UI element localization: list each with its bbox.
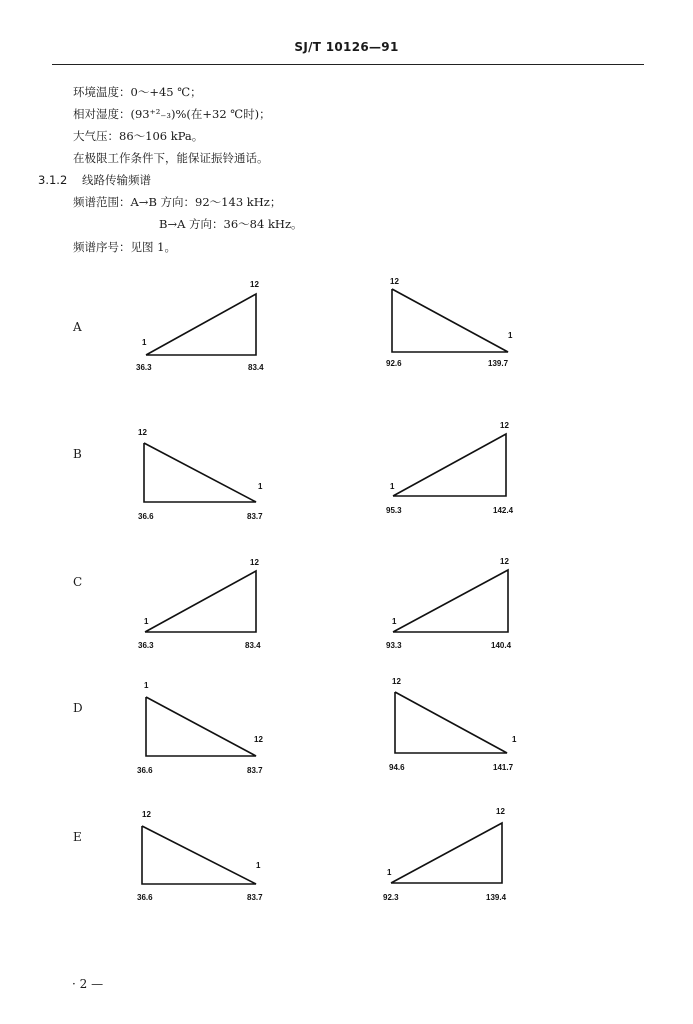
running-header: SJ/T 10126—91 <box>294 40 399 54</box>
relative-humidity-line: 相对湿度：(93⁺²₋₃)%(在+32 ℃时)； <box>73 107 271 121</box>
row-label-c: C <box>73 575 83 589</box>
triangle-e-left <box>142 826 256 884</box>
row-label-e: E <box>73 830 82 844</box>
spectrum-range-line-2: B→A 方向：36～84 kHz。 <box>159 217 303 231</box>
a-right-low: 12 <box>390 277 399 286</box>
spectrum-range-line: 频谱范围：A→B 方向：92～143 kHz； <box>73 195 282 209</box>
d-left-x-end: 83.7 <box>247 766 263 775</box>
c-right-x-end: 140.4 <box>491 641 512 650</box>
c-right-high: 12 <box>500 557 509 566</box>
e-right-x-start: 92.3 <box>383 893 399 902</box>
triangle-c-right <box>393 570 508 632</box>
a-left-high: 12 <box>250 280 259 289</box>
b-left-x-end: 83.7 <box>247 512 263 521</box>
a-right-x-start: 92.6 <box>386 359 402 368</box>
triangle-d-right <box>395 692 507 753</box>
page-number: · 2 — <box>72 977 104 991</box>
triangle-c-left <box>145 571 256 632</box>
e-right-high: 12 <box>496 807 505 816</box>
env-temperature-line: 环境温度：0～+45 ℃； <box>73 85 202 99</box>
row-label-a: A <box>73 320 82 334</box>
triangle-b-right <box>393 434 506 496</box>
spectrum-order-line: 频谱序号：见图 1。 <box>73 240 176 254</box>
b-right-low: 1 <box>390 482 395 491</box>
e-left-high: 1 <box>256 861 261 870</box>
b-right-x-end: 142.4 <box>493 506 514 515</box>
c-right-x-start: 93.3 <box>386 641 402 650</box>
a-left-x-start: 36.3 <box>136 363 152 372</box>
triangle-d-left <box>146 697 256 756</box>
e-left-x-start: 36.6 <box>137 893 153 902</box>
row-label-b: B <box>73 447 82 461</box>
a-left-low: 1 <box>142 338 147 347</box>
e-right-low: 1 <box>387 868 392 877</box>
d-right-x-end: 141.7 <box>493 763 514 772</box>
section-title: 线路传输频谱 <box>82 173 151 187</box>
triangle-a-right <box>392 289 508 352</box>
d-left-high: 12 <box>254 735 263 744</box>
pressure-line: 大气压：86～106 kPa。 <box>73 129 204 143</box>
d-right-high: 1 <box>512 735 517 744</box>
c-left-high: 12 <box>250 558 259 567</box>
triangle-e-right <box>391 823 502 883</box>
d-right-low: 12 <box>392 677 401 686</box>
limit-conditions-line: 在极限工作条件下，能保证振铃通话。 <box>73 151 269 165</box>
triangle-b-left <box>144 443 256 502</box>
c-left-x-end: 83.4 <box>245 641 261 650</box>
d-left-x-start: 36.6 <box>137 766 153 775</box>
c-left-x-start: 36.3 <box>138 641 154 650</box>
d-right-x-start: 94.6 <box>389 763 405 772</box>
e-right-x-end: 139.4 <box>486 893 507 902</box>
b-right-high: 12 <box>500 421 509 430</box>
a-right-x-end: 139.7 <box>488 359 509 368</box>
triangle-a-left <box>146 294 256 355</box>
c-left-low: 1 <box>144 617 149 626</box>
e-left-x-end: 83.7 <box>247 893 263 902</box>
b-left-high: 1 <box>258 482 263 491</box>
b-left-low: 12 <box>138 428 147 437</box>
e-left-low: 12 <box>142 810 151 819</box>
row-label-d: D <box>73 701 83 715</box>
b-right-x-start: 95.3 <box>386 506 402 515</box>
section-number: 3.1.2 <box>38 173 68 187</box>
c-right-low: 1 <box>392 617 397 626</box>
a-left-x-end: 83.4 <box>248 363 264 372</box>
d-left-low: 1 <box>144 681 149 690</box>
b-left-x-start: 36.6 <box>138 512 154 521</box>
a-right-high: 1 <box>508 331 513 340</box>
